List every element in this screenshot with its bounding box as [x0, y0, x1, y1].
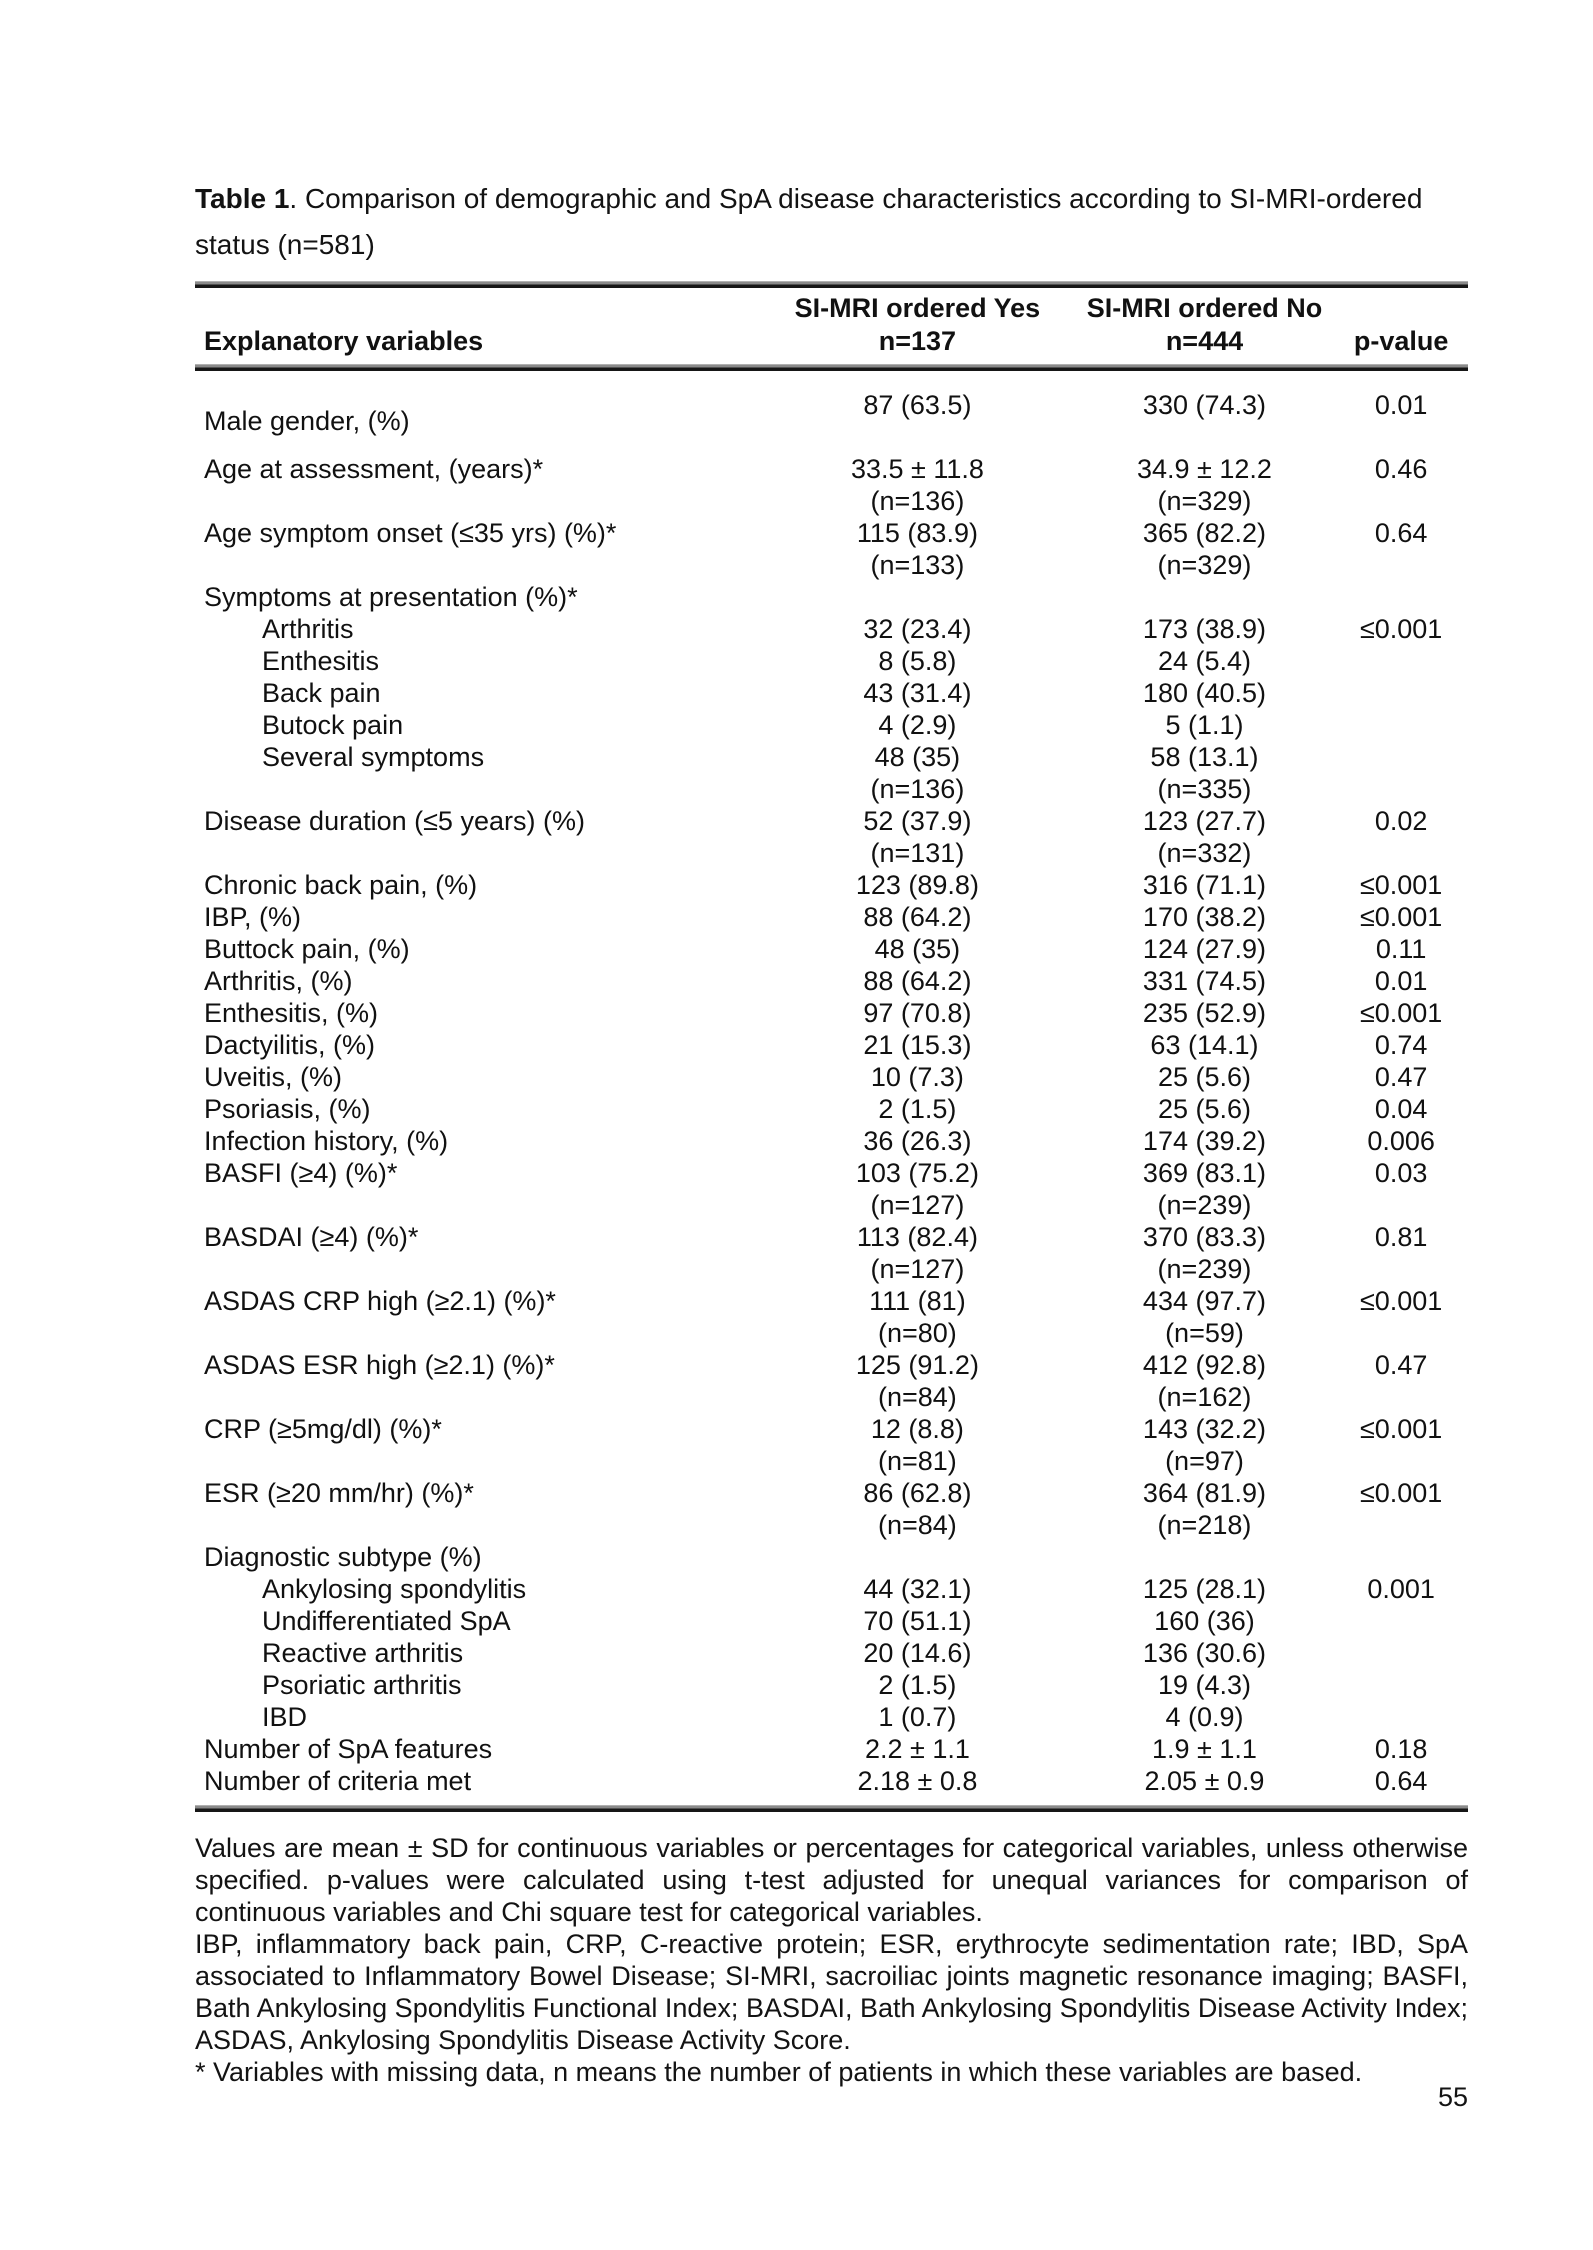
cell-pvalue: 0.006 — [1367, 1126, 1435, 1156]
table-caption-text: . Comparison of demographic and SpA disease characteristics according to SI-MRI-ordered status (n=581) — [195, 183, 1423, 260]
row-label: Undifferentiated SpA — [262, 1606, 511, 1636]
cell-simri-no: 160 (36) — [1154, 1606, 1255, 1636]
row-label: IBP, (%) — [204, 902, 302, 932]
cell-simri-yes: 123 (89.8) — [855, 870, 979, 900]
table-row — [195, 741, 1468, 805]
footnote-abbreviations: IBP, inflammatory back pain, CRP, C-reactive protein; ESR, erythrocyte sedimentation rate; IBD, SpA associated to Inflammatory Bowel Disease; SI-MRI, sacroiliac joints magnetic resonance imaging; BASFI, Bath Ankylosing Spondylitis Functional Index; BASDAI, Bath Ankylosing Spondylitis Disease Activity Index; ASDAS, Ankylosing Spondylitis Disease Activity Score. — [195, 1929, 1468, 2055]
table-row — [195, 901, 1468, 933]
table-row — [195, 1157, 1468, 1221]
table-top-border — [195, 281, 1468, 288]
row-label: Buttock pain, (%) — [204, 934, 410, 964]
row-label: Uveitis, (%) — [204, 1062, 343, 1092]
footnote-asterisk: * Variables with missing data, n means the number of patients in which these variables are based. — [195, 2057, 1363, 2087]
table-row — [195, 1637, 1468, 1669]
cell-simri-yes: 115 (83.9) (n=133) — [856, 518, 978, 580]
header-simri-no — [1075, 292, 1335, 358]
table-row — [195, 997, 1468, 1029]
table-row — [195, 1061, 1468, 1093]
table-row — [195, 389, 1468, 453]
cell-pvalue: 0.11 — [1375, 934, 1427, 964]
table-footnotes — [195, 1832, 1468, 2088]
cell-simri-yes: 10 (7.3) — [870, 1062, 964, 1092]
cell-simri-no: 434 (97.7) (n=59) — [1142, 1286, 1267, 1348]
table-row — [195, 1477, 1468, 1541]
cell-simri-yes: 33.5 ± 11.8 (n=136) — [850, 454, 984, 516]
row-label: IBD — [262, 1702, 308, 1732]
table-body — [195, 371, 1468, 1805]
row-label: ASDAS ESR high (≥2.1) (%)* — [204, 1350, 555, 1380]
cell-pvalue: 0.47 — [1374, 1350, 1428, 1380]
row-label: Reactive arthritis — [262, 1638, 464, 1668]
cell-simri-yes: 2.2 ± 1.1 — [864, 1734, 970, 1764]
table-row — [195, 517, 1468, 581]
table-row — [195, 869, 1468, 901]
cell-pvalue: ≤0.001 — [1359, 1414, 1443, 1444]
footnote-statistics: Values are mean ± SD for continuous variables or percentages for categorical variables, unless otherwise specified. p-values were calculated using t-test adjusted for unequal variances for comparison of continuous variables and Chi square test for categorical variables. — [195, 1833, 1468, 1927]
cell-simri-yes: 32 (23.4) — [863, 614, 972, 644]
cell-simri-yes: 88 (64.2) — [863, 902, 972, 932]
row-label: Several symptoms — [262, 742, 485, 772]
table-row — [195, 453, 1468, 517]
cell-simri-yes: 12 (8.8) (n=81) — [870, 1414, 964, 1476]
cell-simri-no: 136 (30.6) — [1142, 1638, 1267, 1668]
table-row — [195, 933, 1468, 965]
row-label: Arthritis, (%) — [204, 966, 353, 996]
cell-pvalue: 0.64 — [1374, 518, 1428, 548]
row-label: ESR (≥20 mm/hr) (%)* — [204, 1478, 474, 1508]
cell-simri-yes: 36 (26.3) — [863, 1126, 972, 1156]
cell-pvalue: 0.01 — [1374, 966, 1428, 996]
table-row — [195, 965, 1468, 997]
cell-pvalue: 0.81 — [1374, 1222, 1428, 1252]
cell-simri-yes: 2.18 ± 0.8 — [857, 1766, 978, 1796]
cell-pvalue: 0.46 — [1374, 454, 1428, 484]
cell-simri-yes: 88 (64.2) — [863, 966, 972, 996]
table-caption-number: Table 1 — [195, 183, 290, 214]
cell-simri-no: 58 (13.1) (n=335) — [1150, 742, 1259, 804]
cell-simri-no: 370 (83.3) (n=239) — [1142, 1222, 1267, 1284]
cell-pvalue: 0.03 — [1374, 1158, 1428, 1188]
table-row — [195, 1413, 1468, 1477]
row-label: Psoriatic arthritis — [262, 1670, 462, 1700]
table-row — [195, 1541, 1468, 1573]
table-row — [195, 1669, 1468, 1701]
header-simri-yes-line2: n=137 — [878, 326, 957, 356]
cell-simri-yes: 1 (0.7) — [878, 1702, 957, 1732]
table-row — [195, 1125, 1468, 1157]
row-label: Age symptom onset (≤35 yrs) (%)* — [204, 518, 617, 548]
table-row — [195, 1221, 1468, 1285]
cell-simri-no: 123 (27.7) (n=332) — [1142, 806, 1267, 868]
row-label: Ankylosing spondylitis — [262, 1574, 527, 1604]
header-simri-no-line1: SI-MRI ordered No — [1086, 293, 1323, 323]
cell-simri-no: 412 (92.8) (n=162) — [1142, 1350, 1267, 1412]
cell-simri-yes: 111 (81) (n=80) — [869, 1286, 966, 1348]
cell-simri-no: 25 (5.6) — [1157, 1094, 1251, 1124]
table-row — [195, 645, 1468, 677]
cell-simri-no: 2.05 ± 0.9 — [1144, 1766, 1265, 1796]
table-row — [195, 1285, 1468, 1349]
cell-simri-no: 63 (14.1) — [1150, 1030, 1259, 1060]
cell-simri-yes: 4 (2.9) — [878, 710, 957, 740]
cell-simri-yes: 86 (62.8) (n=84) — [863, 1478, 972, 1540]
cell-pvalue: 0.04 — [1374, 1094, 1428, 1124]
cell-simri-yes: 97 (70.8) — [863, 998, 972, 1028]
row-label: Symptoms at presentation (%)* — [204, 582, 578, 612]
cell-pvalue: 0.64 — [1374, 1766, 1428, 1796]
cell-pvalue: ≤0.001 — [1359, 1286, 1443, 1316]
header-simri-no-line2: n=444 — [1165, 326, 1244, 356]
cell-simri-no: 24 (5.4) — [1157, 646, 1251, 676]
row-label: Age at assessment, (years)* — [204, 454, 544, 484]
table-row — [195, 613, 1468, 645]
row-label: CRP (≥5mg/dl) (%)* — [204, 1414, 442, 1444]
table-row — [195, 581, 1468, 613]
cell-pvalue: ≤0.001 — [1359, 902, 1443, 932]
cell-simri-no: 180 (40.5) — [1142, 678, 1267, 708]
table-row — [195, 709, 1468, 741]
row-label: Disease duration (≤5 years) (%) — [204, 806, 585, 836]
cell-simri-no: 5 (1.1) — [1165, 710, 1244, 740]
table-row — [195, 1573, 1468, 1605]
row-label: Dactyilitis, (%) — [204, 1030, 376, 1060]
table-row — [195, 805, 1468, 869]
cell-pvalue: ≤0.001 — [1359, 1478, 1443, 1508]
table-bottom-border — [195, 1805, 1468, 1812]
cell-simri-yes: 44 (32.1) — [863, 1574, 972, 1604]
cell-simri-yes: 70 (51.1) — [863, 1606, 972, 1636]
row-label: Psoriasis, (%) — [204, 1094, 371, 1124]
cell-simri-no: 4 (0.9) — [1165, 1702, 1244, 1732]
cell-simri-yes: 20 (14.6) — [863, 1638, 972, 1668]
cell-simri-yes: 8 (5.8) — [878, 646, 957, 676]
table-row — [195, 1349, 1468, 1413]
cell-simri-yes: 125 (91.2) (n=84) — [855, 1350, 979, 1412]
cell-pvalue: 0.001 — [1367, 1574, 1435, 1604]
cell-simri-yes: 21 (15.3) — [863, 1030, 972, 1060]
page-number: 55 — [1437, 2082, 1468, 2112]
cell-simri-yes: 48 (35) — [874, 934, 961, 964]
cell-simri-yes: 103 (75.2) (n=127) — [855, 1158, 979, 1220]
cell-simri-yes: 113 (82.4) (n=127) — [856, 1222, 978, 1284]
cell-simri-no: 1.9 ± 1.1 — [1152, 1734, 1257, 1764]
cell-simri-no: 124 (27.9) — [1142, 934, 1267, 964]
cell-simri-no: 173 (38.9) — [1142, 614, 1267, 644]
cell-simri-yes: 87 (63.5) — [863, 390, 972, 420]
header-explanatory-variables: Explanatory variables — [204, 326, 484, 356]
row-label: Male gender, (%) — [204, 406, 410, 436]
table-row — [195, 1765, 1468, 1797]
cell-simri-yes: 2 (1.5) — [878, 1094, 957, 1124]
row-label: BASFI (≥4) (%)* — [204, 1158, 398, 1188]
cell-simri-no: 170 (38.2) — [1142, 902, 1267, 932]
cell-simri-yes: 48 (35) (n=136) — [870, 742, 965, 804]
cell-pvalue: ≤0.001 — [1359, 870, 1443, 900]
cell-simri-no: 316 (71.1) — [1142, 870, 1267, 900]
cell-simri-no: 25 (5.6) — [1157, 1062, 1251, 1092]
cell-simri-no: 364 (81.9) (n=218) — [1142, 1478, 1267, 1540]
cell-simri-yes: 43 (31.4) — [863, 678, 972, 708]
row-label: BASDAI (≥4) (%)* — [204, 1222, 419, 1252]
row-label: Enthesitis, (%) — [204, 998, 379, 1028]
table-row — [195, 1029, 1468, 1061]
header-pvalue: p-value — [1353, 326, 1449, 356]
row-label: ASDAS CRP high (≥2.1) (%)* — [204, 1286, 556, 1316]
cell-simri-yes: 2 (1.5) — [878, 1670, 957, 1700]
header-simri-yes — [760, 292, 1074, 358]
cell-simri-no: 235 (52.9) — [1142, 998, 1267, 1028]
cell-pvalue: 0.74 — [1374, 1030, 1428, 1060]
cell-pvalue: 0.47 — [1374, 1062, 1428, 1092]
table-row — [195, 677, 1468, 709]
cell-simri-yes: 52 (37.9) (n=131) — [863, 806, 972, 868]
row-label: Chronic back pain, (%) — [204, 870, 478, 900]
cell-simri-no: 365 (82.2) (n=329) — [1142, 518, 1267, 580]
row-label: Back pain — [262, 678, 381, 708]
cell-pvalue: 0.02 — [1374, 806, 1428, 836]
cell-simri-no: 34.9 ± 12.2 (n=329) — [1137, 454, 1272, 516]
row-label: Diagnostic subtype (%) — [204, 1542, 482, 1572]
cell-simri-no: 174 (39.2) — [1142, 1126, 1267, 1156]
row-label: Number of criteria met — [204, 1766, 472, 1796]
row-label: Butock pain — [262, 710, 404, 740]
cell-simri-no: 331 (74.5) — [1142, 966, 1267, 996]
table-header-row — [195, 288, 1468, 364]
row-label: Number of SpA features — [204, 1734, 493, 1764]
table-caption — [195, 176, 1468, 268]
row-label: Arthritis — [262, 614, 354, 644]
row-label: Infection history, (%) — [204, 1126, 449, 1156]
cell-simri-no: 330 (74.3) — [1142, 390, 1267, 420]
cell-pvalue: ≤0.001 — [1359, 614, 1443, 644]
cell-pvalue: ≤0.001 — [1359, 998, 1443, 1028]
header-simri-yes-line1: SI-MRI ordered Yes — [794, 293, 1041, 323]
table-header-bottom-border — [195, 364, 1468, 371]
table-row — [195, 1733, 1468, 1765]
cell-pvalue: 0.18 — [1374, 1734, 1428, 1764]
comparison-table — [195, 281, 1468, 1812]
table-row — [195, 1093, 1468, 1125]
table-row — [195, 1605, 1468, 1637]
cell-pvalue: 0.01 — [1374, 390, 1428, 420]
cell-simri-no: 125 (28.1) — [1142, 1574, 1267, 1604]
row-label: Enthesitis — [262, 646, 380, 676]
cell-simri-no: 19 (4.3) — [1157, 1670, 1251, 1700]
table-row — [195, 1701, 1468, 1733]
cell-simri-no: 369 (83.1) (n=239) — [1142, 1158, 1267, 1220]
cell-simri-no: 143 (32.2) (n=97) — [1142, 1414, 1267, 1476]
